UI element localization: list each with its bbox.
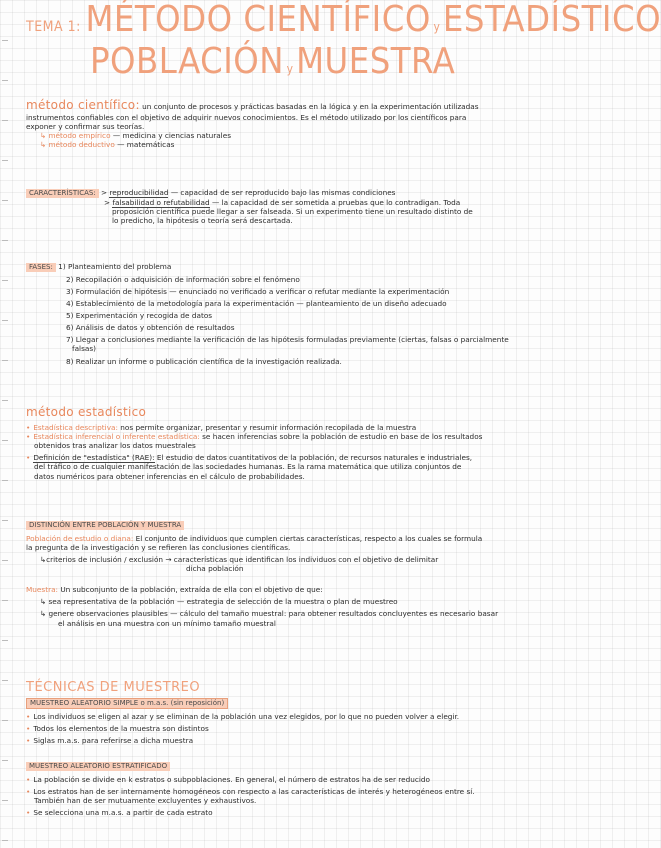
fase-item: 4) Establecimiento de la metodología para la experimentación — planteamiento de un diseño adecuado: [66, 298, 447, 308]
mae-item: Se selecciona una m.a.s. a partir de cada estrato: [33, 808, 213, 818]
poblacion-label: Población de estudio o diana:: [26, 533, 134, 543]
criterios-text: criterios de inclusión / exclusión → características que identifican los individuos con el objetivo de delimitar: [46, 554, 439, 564]
caracteristicas-tag: CARACTERÍSTICAS:: [26, 189, 99, 198]
mae-tag: MUESTREO ALEATORIO ESTRATIFICADO: [26, 762, 170, 771]
section-fases: [26, 262, 509, 366]
caract-item2-name: falsabilidad o refutabilidad: [112, 197, 210, 207]
fases-tag: FASES:: [26, 263, 56, 272]
fase-item: 7) Llegar a conclusiones mediante la verificación de las hipótesis formuladas previamente (ciertas, falsas o parcialmente: [66, 335, 509, 345]
fase-item: 5) Experimentación y recogida de datos: [66, 311, 213, 321]
title-y2: y: [286, 62, 294, 76]
mae-item: También han de ser mutuamente excluyentes y exhaustivos.: [34, 796, 257, 806]
mae-item: La población se divide en k estratos o subpoblaciones. En general, el número de estratos ha de ser reducido: [33, 775, 431, 785]
poblacion-text: El conjunto de individuos que cumplen ciertas características, respecto a los cuales se formula: [135, 533, 483, 543]
section-metodo-estadistico: método estadístico • Estadística descriptiva: nos permite organizar, presentar y resumir información recopilada de la muestra • Estadística inferencial o inferente estadística: se hacen inferencias sobre la población de estudio en base de los resultados obtenidos tras analizar los datos muestrales • Definición de "estadística" (RAE): El estudio de datos cuantitativos de la población, de recursos naturales e industriales, del tráfico o de cualquier manifestación de las sociedades humanas. Es la rama matemática que utiliza conjuntos de datos numéricos para obtener inferencias en el cálculo de probabilidades.: [26, 405, 483, 481]
inferencial-label: Estadística inferencial o inferente estadística:: [33, 432, 200, 442]
fase-item: 1) Planteamiento del problema: [58, 262, 172, 271]
sub-empirico-text: — medicina y ciencias naturales: [112, 131, 231, 141]
heading-metodo-cientifico: método científico:: [26, 98, 140, 112]
muestra-item2-cont: el análisis en una muestra con un mínimo tamaño muestral: [58, 618, 276, 628]
definicion-text: El estudio de datos cuantitativos de la población, de recursos naturales e industriales,: [156, 453, 473, 463]
caract-item2-cont2: lo predicho, la hipótesis o teoría será descartada.: [112, 215, 293, 225]
title-line2b: MUESTRA: [296, 41, 456, 82]
sub-deductivo-text: — matemáticas: [117, 140, 175, 150]
inferencial-text: se hacen inferencias sobre la población de estudio en base de los resultados: [202, 432, 483, 442]
heading-tecnicas: TÉCNICAS DE MUESTREO: [26, 680, 201, 695]
inferencial-cont: obtenidos tras analizar los datos muestrales: [34, 441, 196, 451]
sub-deductivo-label: método deductivo: [48, 140, 115, 150]
metodo-cientifico-def1: un conjunto de procesos y prácticas basadas en la lógica y en la experimentación utilizadas: [142, 102, 479, 111]
mas-item: Los individuos se eligen al azar y se eliminan de la población una vez elegidos, por lo que no pueden volver a elegir.: [33, 712, 460, 721]
caract-item2-cont1: proposición científica puede llegar a ser falseada. Si un experimento tiene un resultado distinto de: [112, 206, 473, 216]
sub-empirico-label: método empírico: [48, 131, 111, 141]
page-title: [26, 0, 661, 82]
section-distincion: DISTINCIÓN ENTRE POBLACIÓN Y MUESTRA Población de estudio o diana: El conjunto de individuos que cumplen ciertas características, respecto a los cuales se formula la pregunta de la investigación y se refieren las conclusiones científicas. ↳criterios de inclusión / exclusión → características que identifican los individuos con el objetivo de delimitar dicha población Muestra: Un subconjunto de la población, extraída de ella con el objetivo de que: ↳ sea representativa de la población — estrategia de selección de la muestra o plan de muestreo ↳ genere observaciones plausibles — cálculo del tamaño muestral: para obtener resultados concluyentes es necesario basar el análisis en una muestra con un mínimo tamaño muestral: [26, 521, 499, 628]
caract-item2-text: — la capacidad de ser sometida a pruebas que lo contradigan. Toda: [211, 197, 461, 207]
muestra-label: Muestra:: [26, 585, 59, 595]
fase-item: falsas): [72, 344, 96, 354]
descriptiva-text: nos permite organizar, presentar y resumir información recopilada de la muestra: [120, 423, 417, 432]
title-y1: y: [433, 20, 441, 34]
caract-item1-text: — capacidad de ser reproducido bajo las mismas condiciones: [170, 188, 396, 197]
section-caracteristicas: CARACTERÍSTICAS: > reproducibilidad — capacidad de ser reproducido bajo las mismas condiciones > falsabilidad o refutabilidad — la capacidad de ser sometida a pruebas que lo contradigan. Toda proposición científica puede llegar a ser falseada. Si un experimento tiene un resultado distinto de lo predicho, la hipótesis o teoría será descartada.: [26, 188, 473, 225]
descriptiva-label: Estadística descriptiva:: [33, 423, 118, 432]
mas-item: Siglas m.a.s. para referirse a dicha muestra: [33, 736, 194, 746]
section-metodo-cientifico: método científico: un conjunto de procesos y prácticas basadas en la lógica y en la experimentación utilizadas instrumentos confiables con el objetivo de adquirir nuevos conocimientos. Es el método utilizado por los científicos para exponer y confirmar sus teorías. ↳ método empírico — medicina y ciencias naturales ↳ método deductivo — matemáticas: [26, 98, 479, 150]
title-line1: MÉTODO CIENTÍFICO: [85, 0, 431, 40]
mas-tag: MUESTREO ALEATORIO SIMPLE o m.a.s. (sin reposición): [26, 698, 228, 709]
heading-metodo-estadistico: método estadístico: [26, 405, 147, 419]
definicion-label: Definición de "estadística" (RAE):: [33, 453, 155, 463]
fase-item: 8) Realizar un informe o publicación científica de la investigación realizada.: [66, 356, 342, 366]
definicion-cont2: datos numéricos para obtener inferencias en el cálculo de probabilidades.: [34, 471, 305, 481]
mas-item: Todos los elementos de la muestra son distintos: [33, 724, 209, 734]
muestra-item2: genere observaciones plausibles — cálculo del tamaño muestral: para obtener resultados concluyentes es necesario basar: [48, 609, 499, 619]
fase-item: 3) Formulación de hipótesis — enunciado no verificado a verificar o refutar mediante la experimentación: [66, 286, 450, 296]
distincion-tag: DISTINCIÓN ENTRE POBLACIÓN Y MUESTRA: [26, 521, 184, 530]
title-line1b: ESTADÍSTICO: [442, 0, 661, 40]
caract-item1-name: reproducibilidad: [109, 188, 169, 197]
mae-item: Los estratos han de ser internamente homogéneos con respecto a las características de interés y heterogéneos entre sí.: [33, 787, 475, 797]
fase-item: 6) Análisis de datos y obtención de resultados: [66, 323, 235, 333]
title-line2a: POBLACIÓN: [90, 41, 284, 82]
definicion-cont1: del tráfico o de cualquier manifestación de las sociedades humanas. Es la rama matemática que utiliza conjuntos de: [34, 462, 462, 472]
metodo-cientifico-def2: instrumentos confiables con el objetivo de adquirir nuevos conocimientos. Es el método utilizado por los científicos para: [26, 113, 467, 122]
section-tecnicas: TÉCNICAS DE MUESTREO MUESTREO ALEATORIO SIMPLE o m.a.s. (sin reposición) • Los individuos se eligen al azar y se eliminan de la población una vez elegidos, por lo que no pueden volver a elegir. • Todos los elementos de la muestra son distintos • Siglas m.a.s. para referirse a dicha muestra MUESTREO ALEATORIO ESTRATIFICADO • La población se divide en k estratos o subpoblaciones. En general, el número de estratos ha de ser reducido • Los estratos han de ser internamente homogéneos con respecto a las características de interés y heterogéneos entre sí. También han de ser mutuamente excluyentes y exhaustivos. • Se selecciona una m.a.s. a partir de cada estrato: [26, 680, 475, 818]
criterios-cont: dicha población: [186, 564, 244, 574]
notebook-margin: [0, 0, 12, 848]
title-tema: TEMA 1:: [26, 19, 81, 35]
metodo-cientifico-def3: exponer y confirmar sus teorías.: [26, 122, 145, 132]
poblacion-cont: la pregunta de la investigación y se refieren las conclusiones científicas.: [26, 542, 291, 552]
muestra-text: Un subconjunto de la población, extraída de ella con el objetivo de que:: [60, 585, 323, 595]
fase-item: 2) Recopilación o adquisición de información sobre el fenómeno: [66, 274, 300, 284]
muestra-item1: sea representativa de la población — estrategia de selección de la muestra o plan de muestreo: [48, 597, 398, 607]
